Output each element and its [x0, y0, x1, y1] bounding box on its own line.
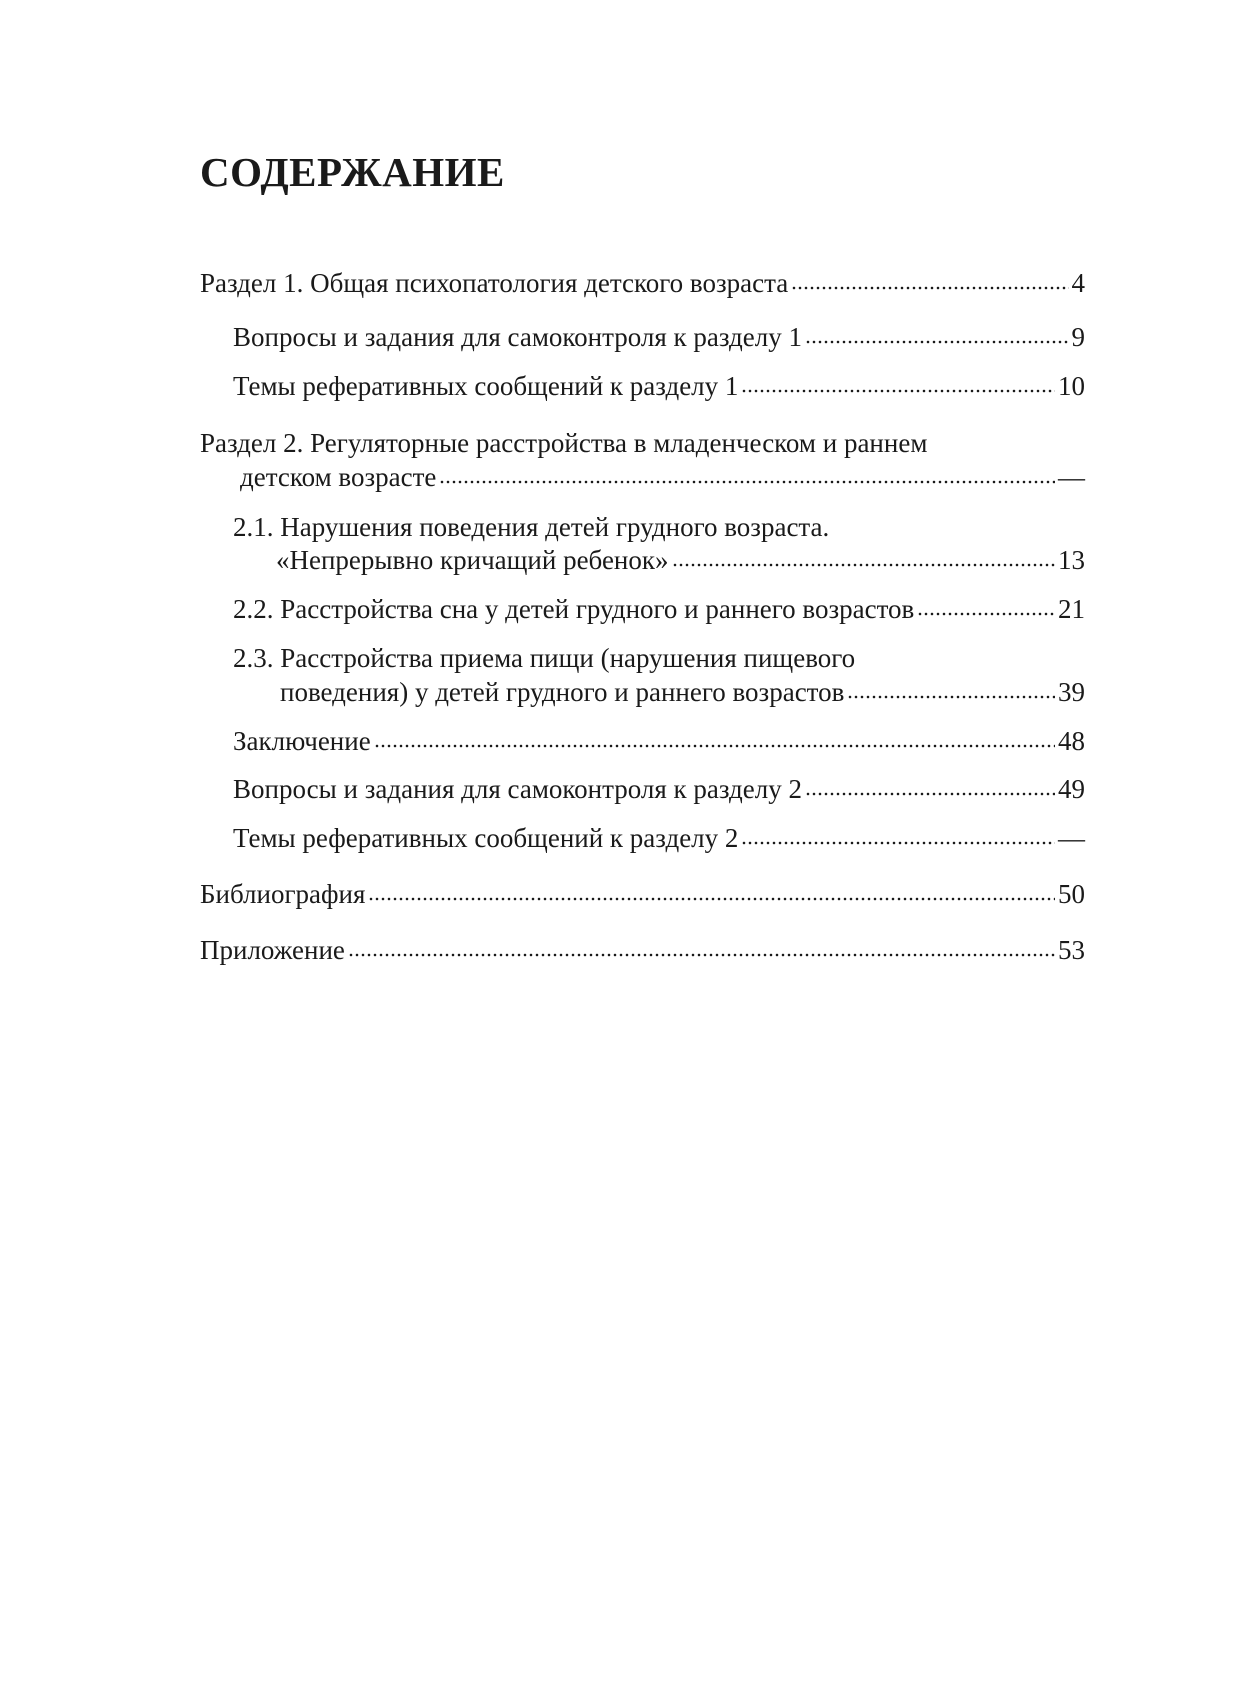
- toc-entry-page: 4: [1071, 268, 1085, 298]
- toc-entry-page: 10: [1058, 371, 1085, 401]
- toc-entry-conclusion[interactable]: [233, 724, 1085, 758]
- dot-leader: [672, 561, 1056, 569]
- dot-leader: [791, 284, 1068, 292]
- dot-leader: [374, 742, 1055, 750]
- toc-entry-title: детском возрасте: [240, 462, 437, 492]
- toc-entry-page: 39: [1058, 677, 1085, 707]
- dot-leader: [348, 951, 1055, 959]
- toc-entry-2-1-line1[interactable]: 2.1. Нарушения поведения детей грудного возраста.: [233, 512, 830, 542]
- toc-entry-title: Темы реферативных сообщений к разделу 1: [233, 371, 739, 401]
- page-title: СОДЕРЖАНИЕ: [200, 149, 505, 195]
- toc-entry-page: 50: [1058, 879, 1085, 909]
- toc-entry-questions-1[interactable]: [233, 320, 1085, 354]
- toc-entry-title: Библиография: [200, 879, 366, 909]
- toc-entry-page: 48: [1058, 726, 1085, 756]
- toc-entry-page: 49: [1058, 774, 1085, 804]
- toc-entry-title: 2.2. Расстройства сна у детей грудного и раннего возрастов: [233, 594, 915, 624]
- toc-entry-2-3[interactable]: [280, 675, 1085, 709]
- dot-leader: [917, 610, 1055, 618]
- toc-entry-page: 21: [1058, 594, 1085, 624]
- toc-entry-section-2-line1[interactable]: Раздел 2. Регуляторные расстройства в младенческом и раннем: [200, 428, 928, 458]
- toc-entry-2-2[interactable]: [233, 592, 1085, 626]
- toc-entry-title: Темы реферативных сообщений к разделу 2: [233, 823, 739, 853]
- toc-entry-page: —: [1058, 462, 1085, 492]
- toc-entry-topics-2[interactable]: [233, 821, 1085, 855]
- toc-entry-2-3-line1[interactable]: 2.3. Расстройства приема пищи (нарушения пищевого: [233, 643, 856, 673]
- toc-entry-topics-1[interactable]: [233, 369, 1085, 403]
- toc-entry-bibliography[interactable]: [200, 877, 1085, 911]
- dot-leader: [741, 839, 1055, 847]
- dot-leader: [368, 895, 1055, 903]
- toc-entry-title: Заключение: [233, 726, 371, 756]
- dot-leader: [805, 790, 1055, 798]
- toc-entry-page: —: [1058, 823, 1085, 853]
- toc-entry-questions-2[interactable]: [233, 772, 1085, 806]
- toc-entry-title: «Непрерывно кричащий ребенок»: [276, 545, 669, 575]
- toc-entry-page: 53: [1058, 935, 1085, 965]
- toc-entry-section-2[interactable]: [240, 460, 1085, 494]
- dot-leader: [741, 387, 1055, 395]
- toc-entry-title: Вопросы и задания для самоконтроля к разделу 1: [233, 322, 802, 352]
- toc-entry-page: 13: [1058, 545, 1085, 575]
- toc-entry-appendix[interactable]: [200, 933, 1085, 967]
- dot-leader: [805, 338, 1069, 346]
- dot-leader: [847, 693, 1055, 701]
- toc-entry-page: 9: [1071, 322, 1085, 352]
- toc-entry-title: Вопросы и задания для самоконтроля к разделу 2: [233, 774, 802, 804]
- dot-leader: [439, 478, 1055, 486]
- toc-entry-title: Приложение: [200, 935, 345, 965]
- toc-entry-title: поведения) у детей грудного и раннего возрастов: [280, 677, 845, 707]
- toc-entry-2-1[interactable]: [276, 543, 1085, 577]
- toc-entry-title: Раздел 1. Общая психопатология детского возраста: [200, 268, 789, 298]
- toc-entry-section-1[interactable]: [200, 266, 1085, 300]
